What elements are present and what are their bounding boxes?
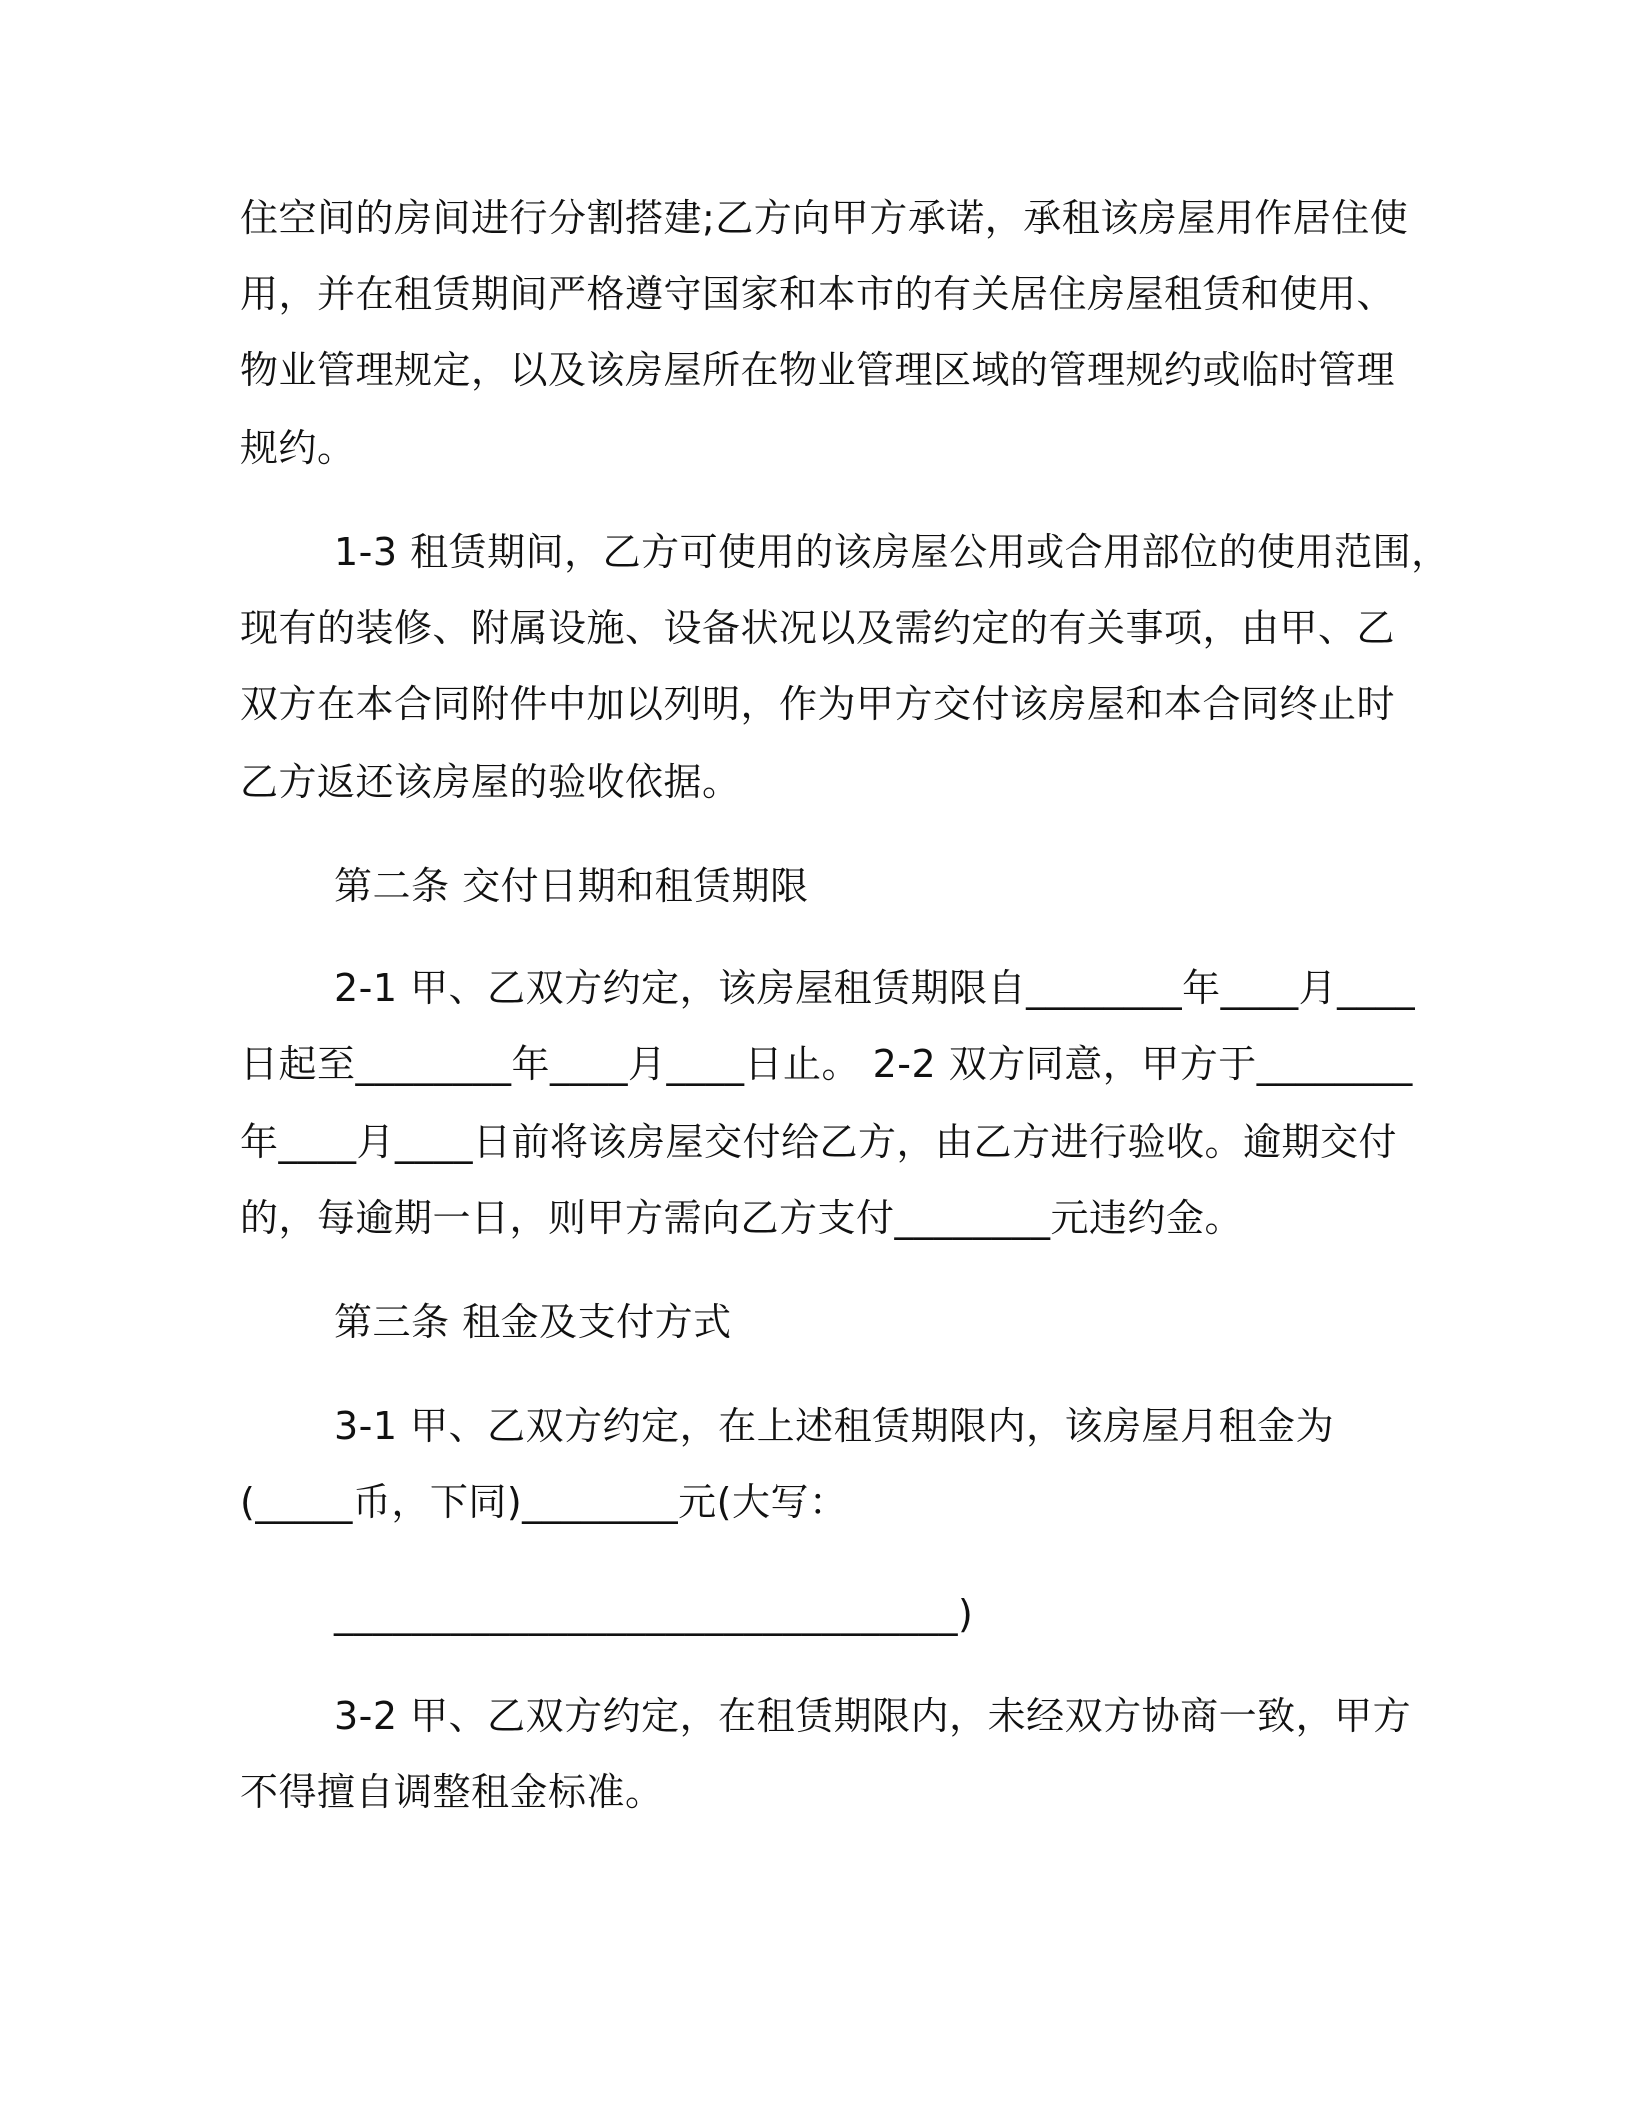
section-heading-article-2: 第二条 交付日期和租赁期限: [334, 864, 809, 908]
paragraph-line: 年____月____日前将该房屋交付给乙方，由乙方进行验收。逾期交付: [240, 1120, 1398, 1164]
paragraph-line: 乙方返还该房屋的验收依据。: [240, 760, 741, 804]
clause-1-3: 1-3 租赁期间，乙方可使用的该房屋公用或合用部位的使用范围，: [334, 530, 1450, 574]
amount-in-words-blank: ________________________________): [334, 1592, 974, 1636]
clause-2-1: 2-1 甲、乙双方约定，该房屋租赁期限自________年____月____: [334, 966, 1416, 1010]
paragraph-line: 物业管理规定，以及该房屋所在物业管理区域的管理规约或临时管理: [240, 348, 1396, 392]
paragraph-line: 用，并在租赁期间严格遵守国家和本市的有关居住房屋租赁和使用、: [240, 272, 1396, 316]
paragraph-line: 住空间的房间进行分割搭建;乙方向甲方承诺，承租该房屋用作居住使: [240, 196, 1409, 240]
paragraph-line: 日起至________年____月____日止。 2-2 双方同意，甲方于________: [240, 1042, 1413, 1086]
clause-3-1: 3-1 甲、乙双方约定，在上述租赁期限内，该房屋月租金为: [334, 1404, 1335, 1448]
section-heading-article-3: 第三条 租金及支付方式: [334, 1300, 732, 1344]
paragraph-line: 规约。: [240, 426, 356, 470]
paragraph-line: (_____币，下同)________元(大写：: [240, 1480, 848, 1524]
paragraph-line: 双方在本合同附件中加以列明，作为甲方交付该房屋和本合同终止时: [240, 682, 1396, 726]
clause-3-2: 3-2 甲、乙双方约定，在租赁期限内，未经双方协商一致，甲方: [334, 1694, 1412, 1738]
paragraph-line: 不得擅自调整租金标准。: [240, 1770, 664, 1814]
paragraph-line: 的，每逾期一日，则甲方需向乙方支付________元违约金。: [240, 1196, 1244, 1240]
paragraph-line: 现有的装修、附属设施、设备状况以及需约定的有关事项，由甲、乙: [240, 606, 1396, 650]
